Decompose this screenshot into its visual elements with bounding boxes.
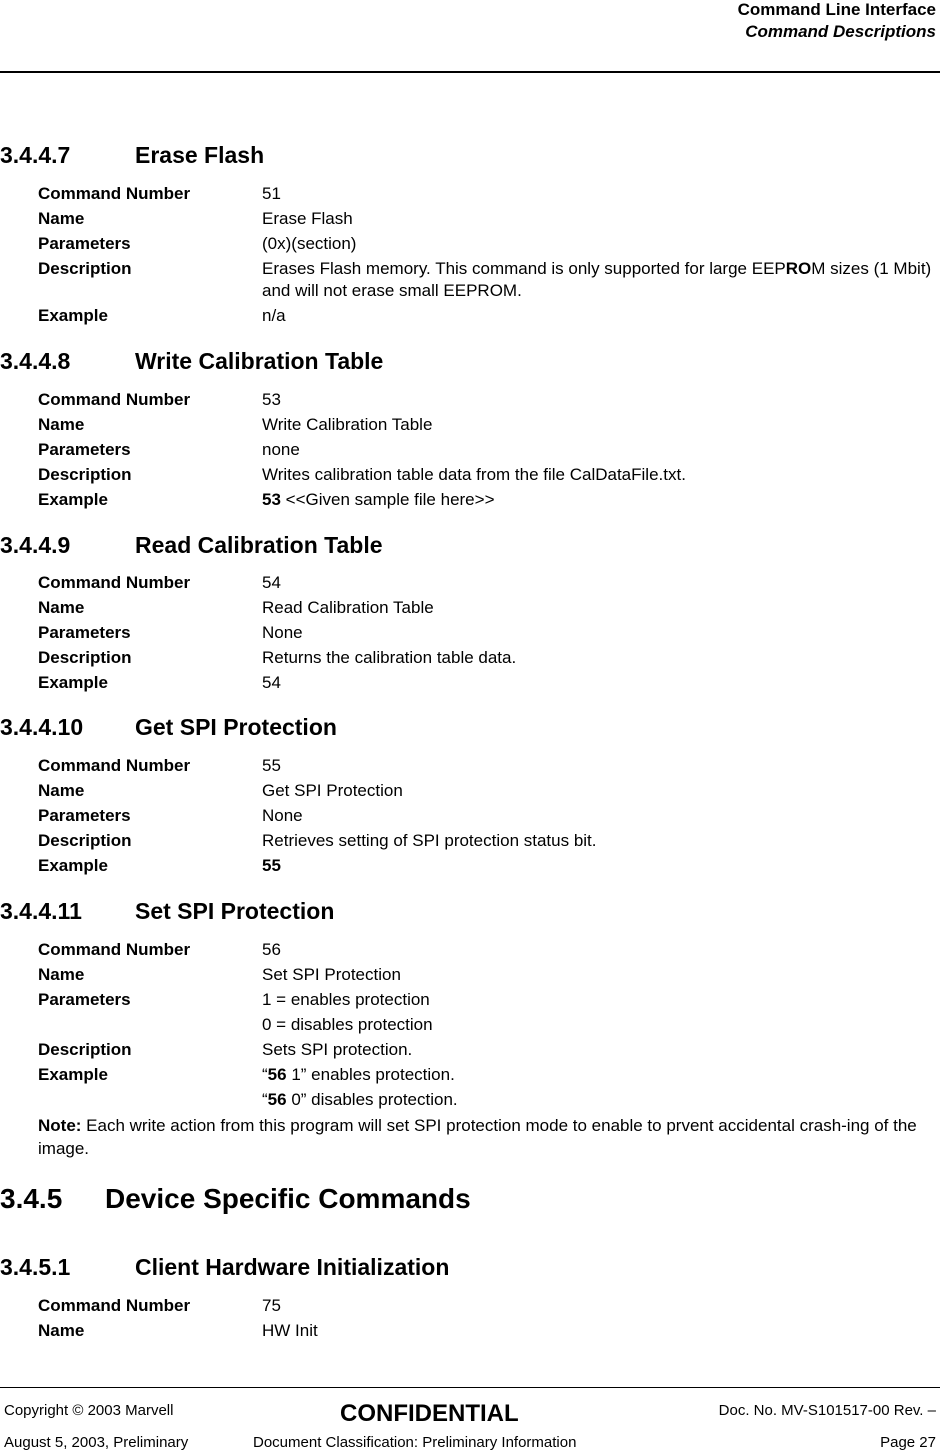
label-name: Name [38, 965, 85, 984]
note-paragraph: Note: Each write action from this program will set SPI protection mode to enable to prvent accidental crash-ing of the image. [38, 1116, 917, 1158]
label-parameters: Parameters [38, 990, 131, 1009]
value-name: Get SPI Protection [262, 781, 403, 800]
label-description: Description [38, 831, 132, 850]
label-example: Example [38, 673, 108, 692]
label-command-number: Command Number [38, 573, 191, 592]
label-example: Example [38, 306, 108, 325]
section-heading-3-4-4-10: 3.4.4.10 Get SPI Protection [0, 714, 337, 740]
value-example: 54 [262, 673, 281, 692]
label-command-number: Command Number [38, 1296, 191, 1315]
value-description: Returns the calibration table data. [262, 648, 517, 667]
footer-classification: Document Classification: Preliminary Information [253, 1434, 577, 1451]
value-example-line-2: “56 0” disables protection. [262, 1090, 458, 1109]
value-command-number: 55 [262, 756, 281, 775]
footer-page-number: Page 27 [880, 1434, 936, 1451]
value-example: 55 [262, 856, 281, 875]
label-name: Name [38, 209, 85, 228]
value-command-number: 54 [262, 573, 281, 592]
label-command-number: Command Number [38, 184, 191, 203]
value-parameters: None [262, 806, 303, 825]
label-parameters: Parameters [38, 234, 131, 253]
value-command-number: 51 [262, 184, 281, 203]
value-name: Write Calibration Table [262, 415, 433, 434]
value-name: HW Init [262, 1321, 318, 1340]
value-parameters-line-2: 0 = disables protection [262, 1015, 433, 1034]
running-header-title: Command Line Interface [737, 0, 936, 19]
value-example: 53 <<Given sample file here>> [262, 490, 495, 509]
footer-copyright: Copyright © 2003 Marvell [4, 1402, 174, 1419]
value-parameters: None [262, 623, 303, 642]
footer-rule [0, 1387, 940, 1388]
label-example: Example [38, 856, 108, 875]
label-parameters: Parameters [38, 440, 131, 459]
value-parameters: (0x)(section) [262, 234, 357, 253]
value-description: Writes calibration table data from the file CalDataFile.txt. [262, 465, 686, 484]
label-name: Name [38, 415, 85, 434]
label-name: Name [38, 1321, 85, 1340]
section-heading-3-4-4-8: 3.4.4.8 Write Calibration Table [0, 348, 384, 374]
label-name: Name [38, 598, 85, 617]
value-name: Erase Flash [262, 209, 353, 228]
section-heading-3-4-4-7: 3.4.4.7 Erase Flash [0, 142, 265, 168]
section-heading-3-4-5: 3.4.5 Device Specific Commands [0, 1183, 471, 1214]
value-description: Erases Flash memory. This command is only supported for large EEPROM sizes (1 Mbit) and will not erase small EEPROM. [262, 259, 932, 300]
label-example: Example [38, 1065, 108, 1084]
label-description: Description [38, 648, 132, 667]
label-command-number: Command Number [38, 390, 191, 409]
section-heading-3-4-4-11: 3.4.4.11 Set SPI Protection [0, 898, 335, 924]
value-command-number: 75 [262, 1296, 281, 1315]
value-name: Read Calibration Table [262, 598, 434, 617]
value-name: Set SPI Protection [262, 965, 401, 984]
value-description: Sets SPI protection. [262, 1040, 413, 1059]
section-heading-3-4-4-9: 3.4.4.9 Read Calibration Table [0, 532, 383, 558]
value-command-number: 56 [262, 940, 281, 959]
label-command-number: Command Number [38, 756, 191, 775]
label-description: Description [38, 465, 132, 484]
running-header-subtitle: Command Descriptions [745, 22, 936, 41]
value-description: Retrieves setting of SPI protection status bit. [262, 831, 597, 850]
label-description: Description [38, 259, 132, 278]
section-heading-3-4-5-1: 3.4.5.1 Client Hardware Initialization [0, 1254, 450, 1280]
value-parameters: 1 = enables protection [262, 990, 430, 1009]
header-rule [0, 71, 940, 73]
label-parameters: Parameters [38, 806, 131, 825]
label-example: Example [38, 490, 108, 509]
label-description: Description [38, 1040, 132, 1059]
value-example: n/a [262, 306, 286, 325]
label-command-number: Command Number [38, 940, 191, 959]
footer-doc-number: Doc. No. MV-S101517-00 Rev. – [718, 1402, 936, 1419]
value-example: “56 1” enables protection. [262, 1065, 455, 1084]
value-command-number: 53 [262, 390, 281, 409]
value-parameters: none [262, 440, 300, 459]
footer-confidential: CONFIDENTIAL [340, 1400, 519, 1427]
label-parameters: Parameters [38, 623, 131, 642]
footer-date: August 5, 2003, Preliminary [4, 1434, 189, 1451]
label-name: Name [38, 781, 85, 800]
